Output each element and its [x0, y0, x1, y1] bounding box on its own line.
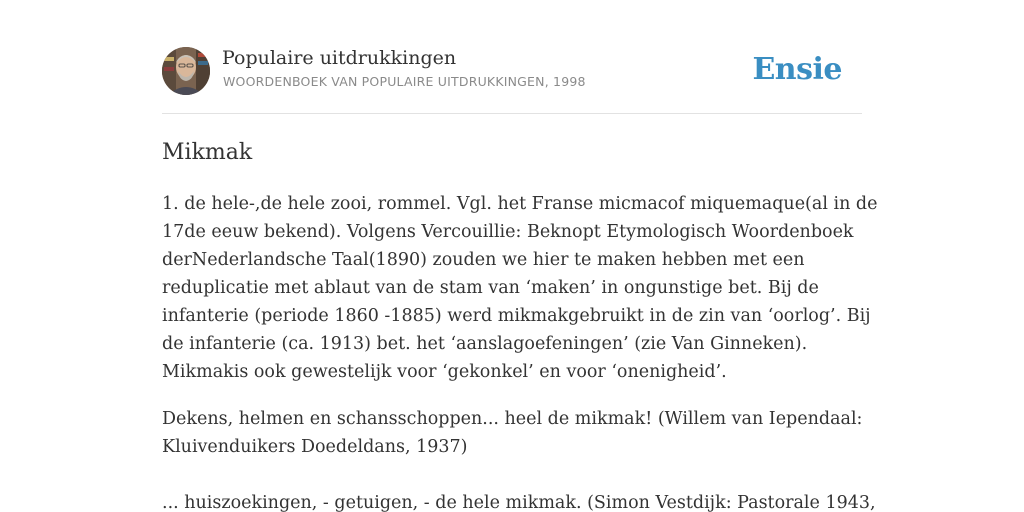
text-line: reduplicatie met ablaut van de stam van ‘maken’ in ongunstige bet. Bij de — [162, 278, 819, 298]
text-line: infanterie (periode 1860 -1885) werd mikmakgebruikt in de zin van ‘oorlog’. Bij — [162, 306, 871, 326]
source-title[interactable]: Populaire uitdrukkingen — [222, 47, 457, 69]
entry-title: Mikmak — [162, 140, 253, 165]
text-line: Kluivenduikers Doedeldans, 1937) — [162, 437, 468, 457]
text-line: 1. de hele-,de hele zooi, rommel. Vgl. het Franse micmacof miquemaque(al in de — [162, 194, 878, 214]
entry-paragraph — [162, 190, 878, 386]
divider — [162, 113, 862, 114]
source-subtitle[interactable]: WOORDENBOEK VAN POPULAIRE UITDRUKKINGEN, 1998 — [223, 74, 586, 89]
text-line: 17de eeuw bekend). Volgens Vercouillie: Beknopt Etymologisch Woordenboek — [162, 222, 854, 242]
text-line: Dekens, helmen en schansschoppen... heel de mikmak! (Willem van Iependaal: — [162, 409, 863, 429]
citation-paragraph — [162, 489, 876, 512]
text-line: Mikmakis ook gewestelijk voor ‘gekonkel’ en voor ‘onenigheid’. — [162, 362, 727, 382]
text-line: ... huiszoekingen, - getuigen, - de hele mikmak. (Simon Vestdijk: Pastorale 1943, — [162, 493, 876, 512]
avatar[interactable] — [162, 47, 210, 95]
author-portrait-icon — [162, 47, 210, 95]
entry-body — [162, 190, 878, 512]
text-line: de infanterie (ca. 1913) bet. het ‘aanslagoefeningen’ (zie Van Ginneken). — [162, 334, 808, 354]
source-header — [162, 46, 862, 96]
brand-logo[interactable]: Ensie — [752, 52, 842, 87]
citation-paragraph — [162, 405, 862, 461]
text-line: derNederlandsche Taal(1890) zouden we hier te maken hebben met een — [162, 250, 805, 270]
